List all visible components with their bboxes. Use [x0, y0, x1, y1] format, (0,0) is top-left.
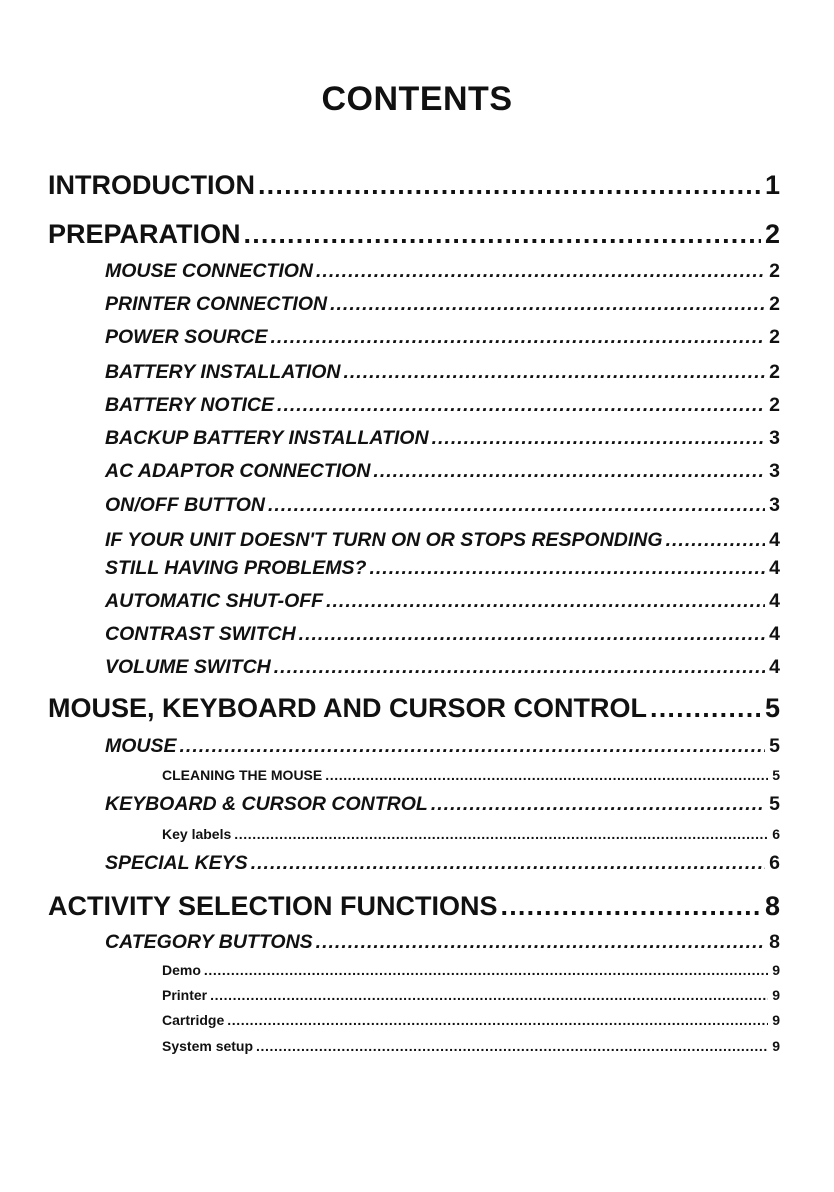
toc-page-number: 2 [769, 260, 780, 282]
page-title: CONTENTS [321, 80, 513, 118]
toc-page-number: 4 [769, 529, 780, 551]
toc-entry-ac-adaptor-connection[interactable] [105, 460, 780, 483]
toc-entry-label: MOUSE, KEYBOARD AND CURSOR CONTROL [48, 693, 648, 723]
toc-page-number: 1 [764, 170, 780, 200]
toc-entry-keyboard-cursor-control[interactable] [105, 793, 780, 816]
toc-entry-activity-selection-functions[interactable] [48, 891, 780, 922]
toc-entry-label: STILL HAVING PROBLEMS? [105, 557, 367, 579]
dot-leader [369, 557, 765, 580]
dot-leader [501, 891, 761, 922]
toc-entry-label: IF YOUR UNIT DOESN'T TURN ON OR STOPS RESPONDING [105, 529, 663, 551]
toc-entry-on-off-button[interactable] [105, 494, 780, 517]
toc-page-number: 3 [769, 494, 780, 516]
dot-leader [330, 293, 765, 316]
toc-entry-cartridge[interactable] [162, 1012, 780, 1028]
dot-leader [343, 361, 765, 384]
toc-entry-introduction[interactable] [48, 170, 780, 201]
dot-leader [316, 260, 765, 283]
toc-page-number: 8 [769, 931, 780, 953]
toc-entry-label: SPECIAL KEYS [105, 852, 248, 874]
toc-entry-label: ACTIVITY SELECTION FUNCTIONS [48, 891, 498, 921]
dot-leader [373, 460, 765, 483]
toc-page-number: 9 [772, 1012, 780, 1028]
toc-entry-label: Printer [162, 987, 208, 1003]
toc-page-number: 3 [769, 460, 780, 482]
toc-page-number: 2 [769, 326, 780, 348]
toc-page-number: 9 [772, 962, 780, 978]
toc-entry-unit-not-responding[interactable] [105, 529, 780, 552]
dot-leader [256, 1038, 768, 1054]
toc-page-number: 2 [764, 219, 780, 249]
toc-entry-label: CATEGORY BUTTONS [105, 931, 313, 953]
toc-page-number: 5 [764, 693, 780, 723]
dot-leader [258, 170, 761, 201]
toc-page-number: 3 [769, 427, 780, 449]
dot-leader [316, 931, 765, 954]
toc-page-number: 5 [769, 793, 780, 815]
toc-entry-special-keys[interactable] [105, 852, 780, 875]
toc-entry-label: VOLUME SWITCH [105, 656, 271, 678]
dot-leader [277, 394, 765, 417]
toc-entry-printer-connection[interactable] [105, 293, 780, 316]
toc-page-number: 4 [769, 557, 780, 579]
dot-leader [271, 326, 766, 349]
dot-leader [251, 852, 765, 875]
dot-leader [234, 826, 768, 842]
toc-entry-contrast-switch[interactable] [105, 623, 780, 646]
toc-entry-label: PRINTER CONNECTION [105, 293, 328, 315]
toc-entry-label: KEYBOARD & CURSOR CONTROL [105, 793, 428, 815]
dot-leader [650, 693, 761, 724]
toc-entry-preparation[interactable] [48, 219, 780, 250]
dot-leader [227, 1012, 768, 1028]
toc-entry-label: BATTERY NOTICE [105, 394, 275, 416]
toc-page-number: 2 [769, 293, 780, 315]
toc-page-number: 5 [769, 735, 780, 757]
toc-page-number: 9 [772, 1038, 780, 1054]
dot-leader [204, 962, 768, 978]
toc-entry-label: AUTOMATIC SHUT-OFF [105, 590, 324, 612]
dot-leader [274, 656, 765, 679]
toc-page-number: 9 [772, 987, 780, 1003]
dot-leader [299, 623, 765, 646]
dot-leader [326, 590, 765, 613]
toc-entry-label: BATTERY INSTALLATION [105, 361, 341, 383]
toc-page-number: 6 [769, 852, 780, 874]
dot-leader [325, 767, 768, 783]
toc-entry-demo[interactable] [162, 962, 780, 978]
toc-entry-mouse[interactable] [105, 735, 780, 758]
toc-entry-label: AC ADAPTOR CONNECTION [105, 460, 371, 482]
toc-entry-mouse-keyboard-cursor-control[interactable] [48, 693, 780, 724]
toc-entry-cleaning-the-mouse[interactable] [162, 767, 780, 783]
toc-entry-printer[interactable] [162, 987, 780, 1003]
dot-leader [180, 735, 766, 758]
toc-page-number: 2 [769, 394, 780, 416]
toc-entry-label: ON/OFF BUTTON [105, 494, 265, 516]
toc-entry-label: INTRODUCTION [48, 170, 255, 200]
toc-page-number: 2 [769, 361, 780, 383]
toc-entry-power-source[interactable] [105, 326, 780, 349]
dot-leader [210, 987, 768, 1003]
toc-page-number: 4 [769, 656, 780, 678]
toc-entry-label: MOUSE CONNECTION [105, 260, 314, 282]
toc-entry-battery-installation[interactable] [105, 361, 780, 384]
toc-entry-key-labels[interactable] [162, 826, 780, 842]
dot-leader [432, 427, 766, 450]
toc-entry-automatic-shut-off[interactable] [105, 590, 780, 613]
toc-entry-label: POWER SOURCE [105, 326, 268, 348]
toc-page-number: 4 [769, 590, 780, 612]
toc-entry-mouse-connection[interactable] [105, 260, 780, 283]
toc-entry-label: CLEANING THE MOUSE [162, 767, 323, 783]
toc-page-number: 5 [772, 767, 780, 783]
toc-entry-label: PREPARATION [48, 219, 241, 249]
toc-page-number: 6 [772, 826, 780, 842]
toc-entry-label: BACKUP BATTERY INSTALLATION [105, 427, 429, 449]
toc-entry-battery-notice[interactable] [105, 394, 780, 417]
toc-page-number: 4 [769, 623, 780, 645]
toc-entry-backup-battery-installation[interactable] [105, 427, 780, 450]
toc-entry-system-setup[interactable] [162, 1038, 780, 1054]
dot-leader [666, 529, 766, 552]
toc-entry-still-having-problems[interactable] [105, 557, 780, 580]
toc-entry-label: Key labels [162, 826, 232, 842]
toc-entry-label: Cartridge [162, 1012, 225, 1028]
toc-entry-label: CONTRAST SWITCH [105, 623, 296, 645]
dot-leader [268, 494, 765, 517]
dot-leader [431, 793, 765, 816]
toc-entry-label: Demo [162, 962, 201, 978]
toc-entry-label: System setup [162, 1038, 254, 1054]
dot-leader [244, 219, 761, 250]
toc-page-number: 8 [764, 891, 780, 921]
toc-entry-volume-switch[interactable] [105, 656, 780, 679]
toc-entry-label: MOUSE [105, 735, 177, 757]
toc-entry-category-buttons[interactable] [105, 931, 780, 954]
